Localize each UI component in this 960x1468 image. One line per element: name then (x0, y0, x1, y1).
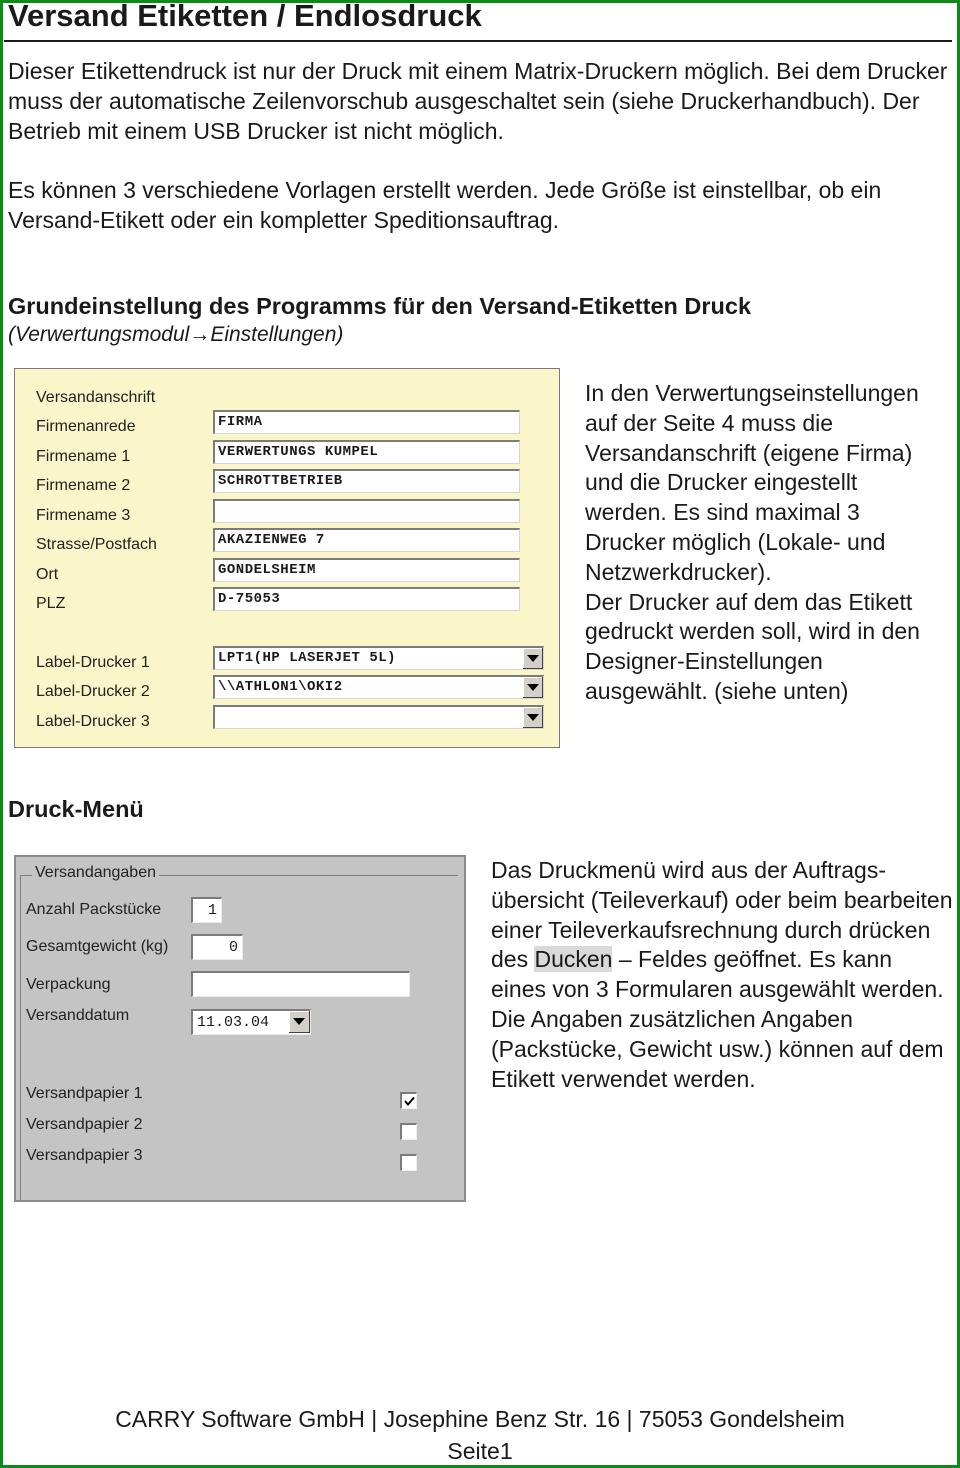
field-label: PLZ (36, 595, 66, 612)
plz-input[interactable]: D-75053 (213, 587, 520, 611)
versandanschrift-header: Versandanschrift (36, 389, 156, 406)
description-line: In den Verwertungseinstellungen (585, 380, 919, 406)
description-line: ausgewählt. (siehe unten) (585, 677, 849, 704)
field-label: Firmenanrede (36, 418, 136, 435)
firmename-1-input[interactable]: VERWERTUNGS KUMPEL (213, 440, 520, 464)
versandpapier-1-checkbox[interactable] (400, 1092, 417, 1109)
druck-menu-text (491, 856, 953, 1005)
settings-path-suffix: Einstellungen) (210, 323, 344, 346)
page-title: Versand Etiketten / Endlosdruck (8, 0, 482, 33)
versandpapier-2-checkbox[interactable] (400, 1123, 417, 1140)
druck-menu-text-2: Die Angaben zusätzlichen Angaben (Packstücke, Gewicht usw.) können auf dem Etikett verwendet werden. (491, 1005, 944, 1092)
description-line: und die Drucker eingestellt (585, 469, 858, 496)
ort-input[interactable]: GONDELSHEIM (213, 558, 520, 582)
packstuecke-input[interactable]: 1 (191, 897, 222, 923)
verpackung-input[interactable] (191, 971, 410, 997)
druck-menu-description (491, 856, 953, 1094)
label-drucker-3-select[interactable] (213, 705, 544, 729)
versandpapier-1-label: Versandpapier 1 (26, 1085, 143, 1102)
title-rule (4, 40, 952, 42)
label-drucker-1-value: LPT1(HP LASERJET 5L) (218, 650, 397, 666)
field-label: Firmename 2 (36, 477, 131, 494)
versandpapier-3-checkbox[interactable] (400, 1154, 417, 1171)
footer-company: CARRY Software GmbH | Josephine Benz Str. 16 | 75053 Gondelsheim (115, 1406, 845, 1432)
label-drucker-1-select[interactable] (213, 646, 544, 670)
dropdown-arrow-icon[interactable] (522, 707, 543, 728)
description-line: Der Drucker auf dem das Etikett (585, 588, 913, 615)
versanddatum-select[interactable] (191, 1009, 311, 1035)
druck-menu-text-start: Das Druckmenü wird aus der Auftrags-übersicht (Teileverkauf) oder beim bearbeiten einer Teileverkaufsrechnung durch drücken des (491, 857, 953, 973)
field-label: Firmename 1 (36, 448, 131, 465)
firmename-2-input[interactable]: SCHROTTBETRIEB (213, 469, 520, 493)
druck-menu-text-end: – Feldes geöffnet. Es kann eines von 3 Formularen ausgewählt werden. (491, 946, 944, 1003)
description-line: auf der Seite 4 muss die (585, 409, 834, 436)
gewicht-label: Gesamtgewicht (kg) (26, 938, 169, 955)
versandpapier-2-label: Versandpapier 2 (26, 1116, 143, 1133)
gewicht-input[interactable]: 0 (191, 934, 243, 960)
section-heading-druck-menu: Druck-Menü (8, 796, 144, 822)
strasse-input[interactable]: AKAZIENWEG 7 (213, 528, 520, 552)
description-line: Netzwerkdrucker). (585, 558, 772, 585)
intro-paragraph-2: Es können 3 verschiedene Vorlagen erstellt werden. Jede Größe ist einstellbar, ob ein Versand-Etikett oder ein kompletter Speditionsauftrag. (8, 177, 882, 233)
firmenanrede-input[interactable]: FIRMA (213, 410, 520, 434)
group-title: Versandangaben (32, 864, 159, 882)
arrow-right-icon: → (189, 323, 211, 346)
field-label: Firmename 3 (36, 507, 131, 524)
settings-path (8, 323, 343, 347)
dropdown-arrow-icon[interactable] (522, 677, 543, 698)
dropdown-arrow-icon[interactable] (522, 648, 543, 669)
settings-path-prefix: (Verwertungsmodul (8, 323, 190, 346)
packstuecke-label: Anzahl Packstücke (26, 901, 162, 918)
highlighted-word: Ducken (534, 946, 613, 973)
description-line: Versandanschrift (eigene Firma) (585, 439, 913, 466)
description-line: werden. Es sind maximal 3 (585, 499, 860, 526)
field-label: Strasse/Postfach (36, 536, 157, 553)
verpackung-label: Verpackung (26, 976, 111, 993)
settings-description (585, 379, 957, 707)
printer-label: Label-Drucker 1 (36, 654, 150, 671)
description-line: Drucker möglich (Lokale- und (585, 528, 886, 555)
section-heading-settings: Grundeinstellung des Programms für den Versand-Etiketten Druck (8, 293, 752, 319)
checkmark-icon (402, 1094, 417, 1109)
firmename-3-input[interactable] (213, 499, 520, 523)
description-line: gedruckt werden soll, wird in den (585, 618, 920, 645)
print-dialog (14, 855, 466, 1202)
settings-dialog (14, 368, 560, 748)
versandpapier-3-label: Versandpapier 3 (26, 1147, 143, 1164)
label-drucker-2-select[interactable] (213, 675, 544, 699)
printer-label: Label-Drucker 3 (36, 713, 150, 730)
versanddatum-label: Versanddatum (26, 1007, 130, 1024)
dropdown-arrow-icon[interactable] (288, 1011, 310, 1033)
printer-label: Label-Drucker 2 (36, 683, 150, 700)
intro-paragraph-1: Dieser Etikettendruck ist nur der Druck mit einem Matrix-Druckern möglich. Bei dem Drucker muss der automatische Zeilenvorschub ausgeschaltet sein (siehe Druckerhandbuch). Der Betrieb mit einem USB Drucker ist nicht möglich. (8, 58, 948, 144)
footer-page-number: Seite1 (447, 1438, 513, 1464)
label-drucker-2-value: \\ATHLON1\OKI2 (218, 679, 343, 695)
versanddatum-value: 11.03.04 (197, 1014, 270, 1031)
field-label: Ort (36, 566, 59, 583)
description-line: Designer-Einstellungen (585, 648, 823, 675)
